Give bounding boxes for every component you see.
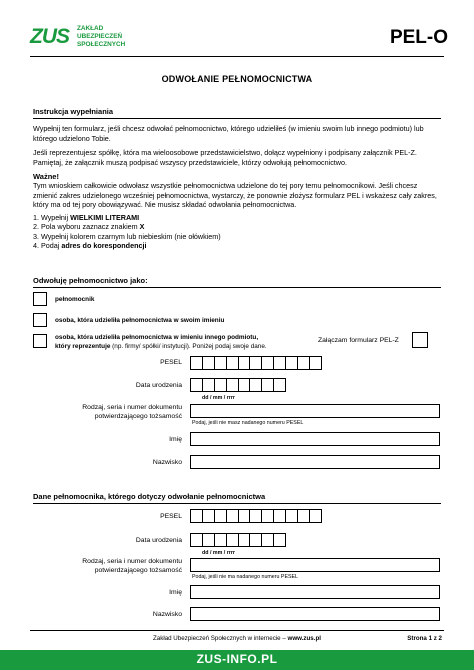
attorney-birth-date-input[interactable] <box>190 533 285 547</box>
instructions-heading: Instrukcja wypełniania <box>33 107 114 116</box>
page-title: ODWOŁANIE PEŁNOMOCNICTWA <box>161 74 313 84</box>
footer-web-link[interactable]: www.zus.pl <box>287 635 321 642</box>
attorney-data-divider <box>33 503 441 504</box>
checkbox-grantor-entity[interactable] <box>33 334 47 348</box>
footer-web-text: Zakład Ubezpieczeń Społecznych w internecie – www.zus.pl <box>153 635 321 642</box>
first-name-label: Imię <box>169 436 182 443</box>
checkbox-grantor-self[interactable] <box>33 313 47 327</box>
instructions-p2: Jeśli reprezentujesz spółkę, która ma wieloosobowe przedstawicielstwo, dołącz wypełniony i podpisany załącznik PEL-Z. Pamiętaj, że załącznik muszą podpisać wszyscy przedstawiciele, którzy odwołują pełnomocnictwo. <box>33 148 417 167</box>
instructions-p3: Tym wnioskiem całkowicie odwołasz wszystkie pełnomocnictwa udzielone do tej pory temu pełnomocnikowi. Jeśli chcesz zmienić zakres udzielonego wcześniej pełnomocnictwa, wystarczy, że ponownie złożysz formularz PEL i wskażesz cały zakres, który ma od tej pory obowiązywać. Nie musisz składać odwołania pełnomocnictwa. <box>33 181 437 210</box>
footer-brand-watermark: ZUS-INFO.PL <box>196 652 278 666</box>
attorney-id-document-hint: Podaj, jeśli nie ma nadanego numeru PESEL <box>192 574 299 580</box>
instruction-steps <box>33 213 441 251</box>
checkbox-attorney[interactable] <box>33 292 47 306</box>
form-code: PEL-O <box>389 27 448 48</box>
last-name-label: Nazwisko <box>152 459 182 466</box>
option-attorney-label: pełnomocnik <box>55 296 95 303</box>
last-name-input[interactable] <box>190 455 440 469</box>
attorney-pesel-label: PESEL <box>160 513 182 520</box>
attorney-id-document-label: Rodzaj, seria i numer dokumentu potwierdzającego tożsamość <box>82 558 182 574</box>
attorney-pesel-input[interactable] <box>190 509 321 523</box>
id-document-input[interactable] <box>190 404 440 418</box>
attorney-birth-date-format-hint: dd / mm / rrrr <box>202 550 235 556</box>
pesel-label: PESEL <box>160 359 182 366</box>
birth-date-format-hint: dd / mm / rrrr <box>202 395 235 401</box>
birth-date-label: Data urodzenia <box>135 382 182 389</box>
instructions-p1: Wypełnij ten formularz, jeśli chcesz odwołać pełnomocnictwo, którego udzieliłeś (w imieniu swoim lub innego podmiotu) lub którego udzielono Tobie. <box>33 124 424 143</box>
step-2: 2. Pola wyboru zaznacz znakiem X <box>33 222 145 232</box>
option-grantor-self-label: osoba, która udzieliła pełnomocnictwa w swoim imieniu <box>55 317 225 324</box>
pesel-input[interactable] <box>190 356 321 370</box>
footer-divider <box>30 630 444 631</box>
important-heading: Ważne! <box>33 172 59 181</box>
attorney-birth-date-label: Data urodzenia <box>135 537 182 544</box>
revoke-divider <box>33 287 441 288</box>
attorney-last-name-label: Nazwisko <box>152 611 182 618</box>
page-number: Strona 1 z 2 <box>407 635 442 642</box>
attorney-id-document-input[interactable] <box>190 558 440 572</box>
checkbox-attach-pelz[interactable] <box>412 332 428 348</box>
id-document-hint: Podaj, jeśli nie masz nadanego numeru PESEL <box>192 420 304 426</box>
attorney-last-name-input[interactable] <box>190 607 440 621</box>
header-divider <box>30 56 444 57</box>
birth-date-input[interactable] <box>190 378 285 392</box>
first-name-input[interactable] <box>190 432 440 446</box>
option-grantor-entity-label: osoba, która udzieliła pełnomocnictwa w imieniu innego podmiotu, który reprezentuje (np. firmy/ spółki/ instytucji). Poniżej podaj swoje dane. <box>55 334 267 350</box>
step-1: 1. Wypełnij WIELKIMI LITERAMI <box>33 213 140 222</box>
zus-logo-mark: ZUS <box>30 25 69 48</box>
step-3: 3. Wypełnij kolorem czarnym lub niebieskim (nie ołówkiem) <box>33 231 221 241</box>
attach-pelz-label: Załączam formularz PEL-Z <box>318 337 399 344</box>
revoke-as-heading: Odwołuję pełnomocnictwo jako: <box>33 276 148 285</box>
attorney-first-name-label: Imię <box>169 589 182 596</box>
step-4: 4. Podaj adres do korespondencji <box>33 241 147 251</box>
attorney-data-heading: Dane pełnomocnika, którego dotyczy odwołanie pełnomocnictwa <box>33 492 266 501</box>
id-document-label: Rodzaj, seria i numer dokumentu potwierdzającego tożsamość <box>82 404 182 420</box>
instructions-divider <box>33 118 441 119</box>
zus-logo-text: ZAKŁAD UBEZPIECZEŃ SPOŁECZNYCH <box>77 25 126 48</box>
attorney-first-name-input[interactable] <box>190 585 440 599</box>
